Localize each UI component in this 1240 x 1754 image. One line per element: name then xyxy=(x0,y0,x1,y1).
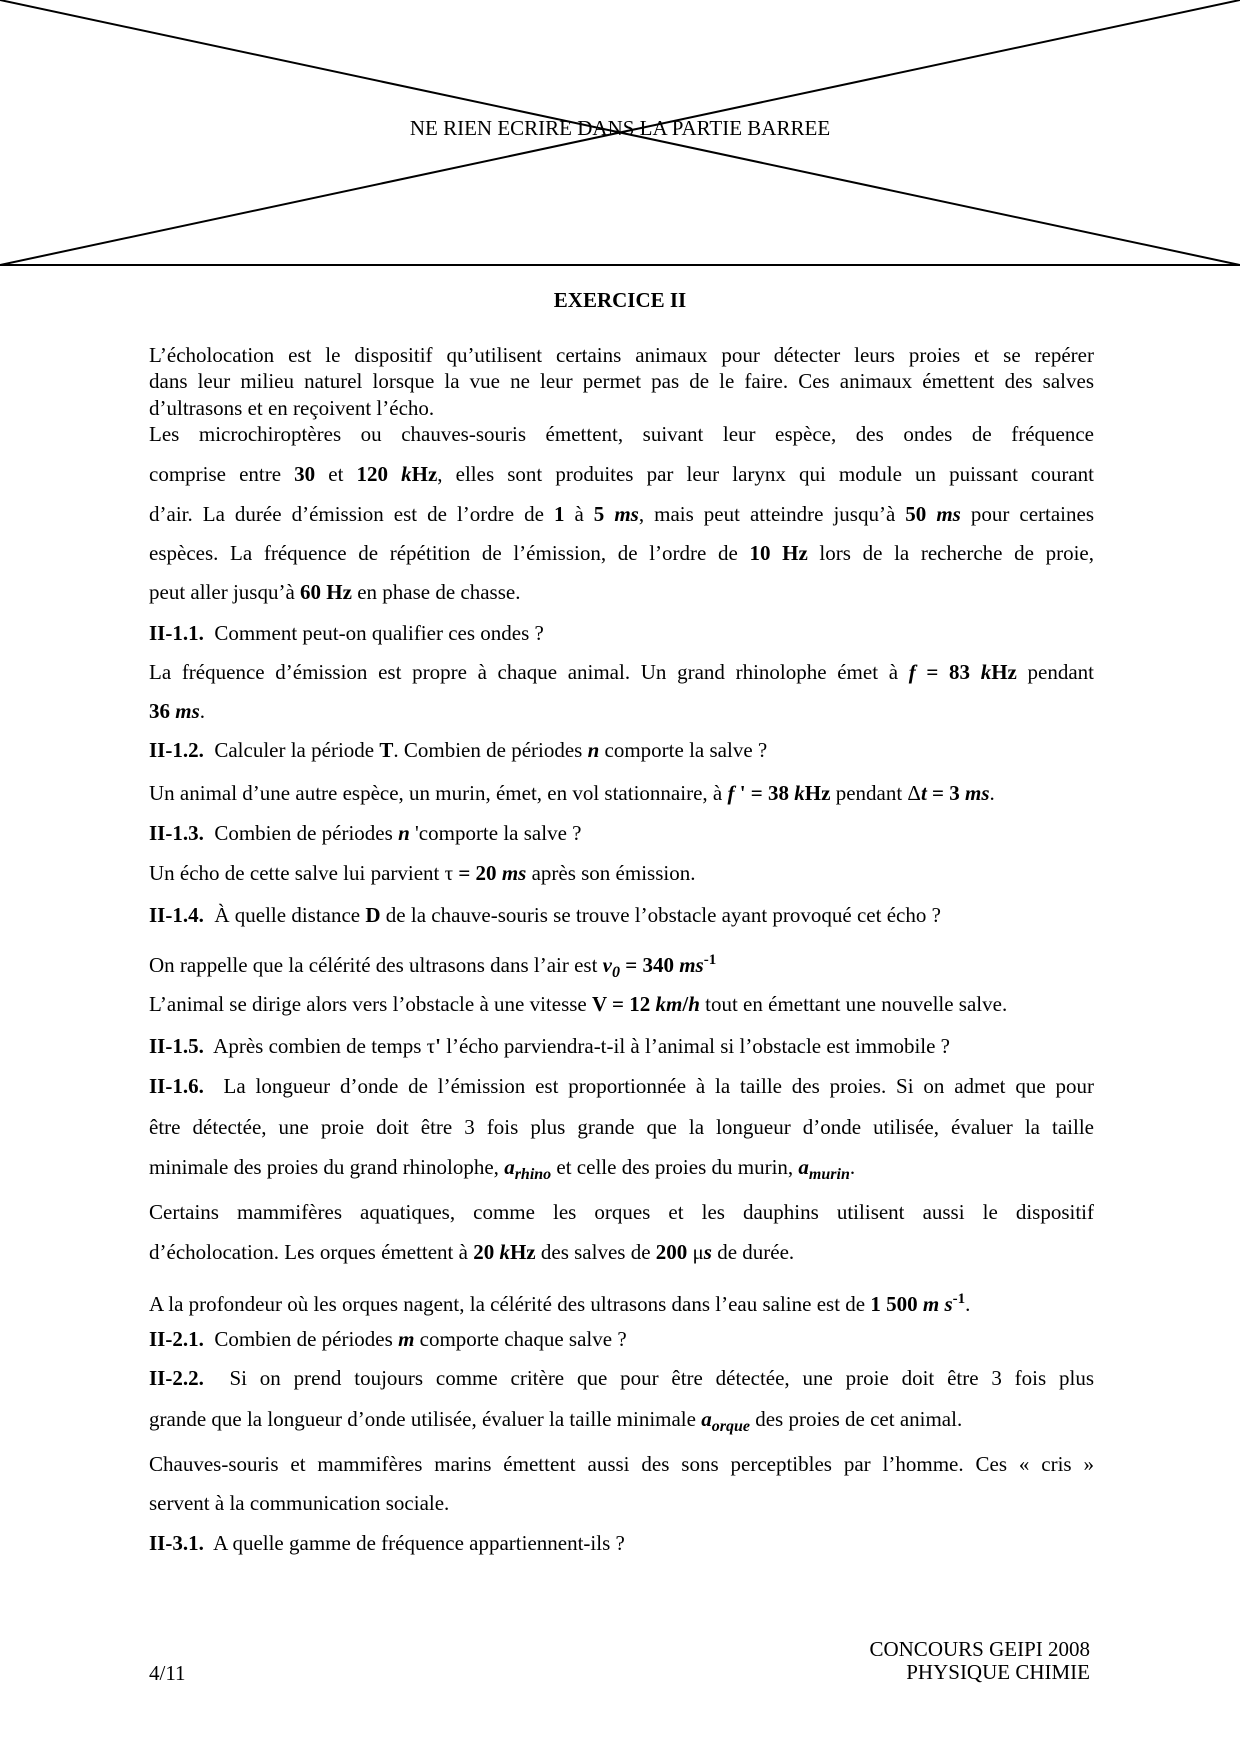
text-segment: ms xyxy=(614,502,639,526)
text-segment: T xyxy=(379,738,394,762)
text-segment: comporte chaque salve ? xyxy=(414,1327,627,1351)
text-segment: Δ xyxy=(907,781,921,805)
text-line xyxy=(149,820,1094,846)
text-line xyxy=(149,991,1094,1017)
text-segment: minimale des proies du grand rhinolophe, xyxy=(149,1155,505,1179)
text-segment: à xyxy=(564,502,594,526)
text-line xyxy=(149,1239,1094,1265)
text-segment: l’écho parviendra-t-il à l’animal si l’obstacle est immobile ? xyxy=(440,1034,951,1058)
text-segment: h xyxy=(688,992,700,1016)
text-segment: m xyxy=(398,1327,415,1351)
text-segment: des proies de cet animal. xyxy=(749,1407,963,1431)
text-segment: ms xyxy=(965,781,990,805)
text-segment: rhino xyxy=(514,1166,552,1183)
text-line xyxy=(149,1154,1094,1188)
text-segment: après son émission. xyxy=(526,861,696,885)
contest-name: CONCOURS GEIPI 2008 xyxy=(869,1637,1090,1661)
text-segment: m s xyxy=(922,1292,953,1316)
text-segment: 20 xyxy=(473,1240,500,1264)
text-segment: km xyxy=(655,992,683,1016)
text-segment: . xyxy=(965,1292,971,1316)
text-segment: 1 xyxy=(553,502,565,526)
text-segment: = 340 xyxy=(620,953,680,977)
text-segment: en phase de chasse. xyxy=(351,580,521,604)
text-segment: 120 xyxy=(356,462,402,486)
text-segment: = 83 xyxy=(915,660,981,684)
text-segment: Un écho de cette salve lui parvient xyxy=(149,861,445,885)
text-line xyxy=(149,1199,1094,1225)
text-segment: Un animal d’une autre espèce, un murin, émet, en vol stationnaire, à xyxy=(149,781,728,805)
text-segment: 1 500 xyxy=(870,1292,923,1316)
text-segment: A quelle gamme de fréquence appartiennent-ils ? xyxy=(203,1531,625,1555)
question-number: II-3.1. xyxy=(149,1531,204,1555)
text-segment: . xyxy=(849,1155,856,1179)
text-segment: a xyxy=(798,1155,809,1179)
text-segment: ms xyxy=(936,502,961,526)
text-segment: dans leur milieu naturel lorsque la vue ne leur permet pas de le faire. Ces animaux émettent des salves xyxy=(149,369,1094,393)
text-segment: = 3 xyxy=(926,781,965,805)
text-segment: t xyxy=(920,781,927,805)
text-segment: Combien de périodes xyxy=(203,1327,399,1351)
text-line xyxy=(149,1286,1094,1317)
text-segment: V = 12 xyxy=(592,992,656,1016)
text-line xyxy=(149,342,1094,368)
text-segment: grande que la longueur d’onde utilisée, évaluer la taille minimale xyxy=(149,1407,702,1431)
text-line xyxy=(149,659,1094,685)
text-segment: 60 Hz xyxy=(300,580,352,604)
text-segment: Les microchiroptères ou chauves-souris émettent, suivant leur espèce, des ondes de fréquence xyxy=(149,422,1094,446)
text-line xyxy=(149,1530,1094,1556)
text-segment: 10 Hz xyxy=(749,541,808,565)
text-segment: a xyxy=(701,1407,712,1431)
text-segment: d’écholocation. Les orques émettent à xyxy=(149,1240,474,1264)
text-line xyxy=(149,1490,1094,1516)
text-segment: τ xyxy=(444,861,454,885)
text-line xyxy=(149,501,1094,527)
text-line xyxy=(149,1033,1094,1059)
text-segment: ms xyxy=(501,861,527,885)
exercise-title: EXERCICE II xyxy=(553,288,687,312)
text-segment: , mais peut atteindre jusqu’à xyxy=(638,502,906,526)
text-segment: On rappelle que la célérité des ultrasons dans l’air est xyxy=(149,953,603,977)
text-segment: Hz xyxy=(804,781,831,805)
text-segment: de la chauve-souris se trouve l’obstacle ayant provoqué cet écho ? xyxy=(380,903,941,927)
text-segment: tout en émettant une nouvelle salve. xyxy=(699,992,1008,1016)
text-segment: Hz xyxy=(411,462,438,486)
text-segment: k xyxy=(401,462,412,486)
text-segment: τ xyxy=(426,1034,436,1058)
question-number: II-2.2. xyxy=(149,1366,204,1390)
text-segment: 50 xyxy=(905,502,937,526)
question-number: II-1.3. xyxy=(149,821,204,845)
text-segment: / xyxy=(682,992,689,1016)
text-line xyxy=(149,1114,1094,1140)
text-segment: La longueur d’onde de l’émission est proportionnée à la taille des proies. Si on admet que pour xyxy=(203,1074,1094,1098)
text-segment: a xyxy=(504,1155,515,1179)
text-segment: , elles sont produites par leur larynx qui module un puissant courant xyxy=(437,462,1095,486)
page-number: 4/11 xyxy=(149,1661,186,1685)
text-segment: peut aller jusqu’à xyxy=(149,580,301,604)
text-segment: 30 xyxy=(294,462,316,486)
text-line xyxy=(149,1406,1094,1440)
text-segment: . Combien de périodes xyxy=(393,738,588,762)
text-segment: Calculer la période xyxy=(203,738,380,762)
text-segment: μ xyxy=(692,1240,704,1264)
text-segment: ' xyxy=(435,1034,441,1058)
text-segment: -1 xyxy=(952,1291,966,1307)
text-line xyxy=(149,421,1094,447)
text-segment: et xyxy=(315,462,357,486)
text-segment: et celle des proies du murin, xyxy=(551,1155,799,1179)
text-segment: Combien de périodes xyxy=(203,821,399,845)
header-notice: NE RIEN ECRIRE DANS LA PARTIE BARREE xyxy=(409,116,831,140)
question-number: II-2.1. xyxy=(149,1327,204,1351)
text-segment: . xyxy=(199,699,206,723)
text-segment: Chauves-souris et mammifères marins émettent aussi des sons perceptibles par l’homme. Ces « cris » xyxy=(149,1452,1094,1476)
text-segment: pendant xyxy=(1016,660,1094,684)
text-line xyxy=(149,461,1094,487)
text-segment: Après combien de temps xyxy=(203,1034,427,1058)
text-segment: orque xyxy=(711,1418,750,1435)
text-line xyxy=(149,1365,1094,1391)
text-segment: k xyxy=(499,1240,510,1264)
text-segment: À quelle distance xyxy=(203,903,366,927)
text-segment: Si on prend toujours comme critère que pour être détectée, une proie doit être 3 fois plus xyxy=(203,1366,1094,1390)
text-segment: Certains mammifères aquatiques, comme les orques et les dauphins utilisent aussi le dispositif xyxy=(149,1200,1094,1224)
text-segment: 200 xyxy=(655,1240,693,1264)
text-segment: n xyxy=(398,821,410,845)
question-number: II-1.5. xyxy=(149,1034,204,1058)
text-line xyxy=(149,698,1094,724)
text-segment: = 20 xyxy=(453,861,502,885)
text-line xyxy=(149,860,1094,886)
question-number: II-1.2. xyxy=(149,738,204,762)
text-segment: D xyxy=(365,903,381,927)
text-segment: v xyxy=(602,953,612,977)
text-segment: -1 xyxy=(703,952,717,968)
text-line xyxy=(149,780,1094,806)
text-segment: de durée. xyxy=(711,1240,795,1264)
text-segment: des salves de xyxy=(535,1240,656,1264)
text-segment: k xyxy=(794,781,805,805)
text-segment: La fréquence d’émission est propre à chaque animal. Un grand rhinolophe émet à xyxy=(149,660,909,684)
question-number: II-1.6. xyxy=(149,1074,204,1098)
text-segment: pour certaines xyxy=(960,502,1094,526)
text-line xyxy=(149,902,1094,928)
text-segment: pendant xyxy=(830,781,908,805)
question-number: II-1.4. xyxy=(149,903,204,927)
text-segment: ' = 38 xyxy=(734,781,795,805)
text-segment: être détectée, une proie doit être 3 fois plus grande que la longueur d’onde utilisée, évaluer la taille xyxy=(149,1115,1094,1139)
text-segment: f xyxy=(727,781,735,805)
text-line xyxy=(149,368,1094,394)
text-line xyxy=(149,1073,1094,1099)
text-line xyxy=(149,620,1094,646)
text-segment: Hz xyxy=(509,1240,536,1264)
text-segment: s xyxy=(703,1240,712,1264)
text-segment: comporte la salve ? xyxy=(599,738,768,762)
text-segment: ms xyxy=(679,953,704,977)
footer-info xyxy=(869,1638,1090,1684)
text-segment: . xyxy=(989,781,995,805)
text-line xyxy=(149,947,1094,986)
text-segment: lors de la recherche de proie, xyxy=(807,541,1094,565)
question-number: II-1.1. xyxy=(149,621,204,645)
text-segment: espèces. La fréquence de répétition de l’émission, de l’ordre de xyxy=(149,541,750,565)
text-line xyxy=(149,395,1094,421)
text-segment: comprise entre xyxy=(149,462,295,486)
text-segment: A la profondeur où les orques nagent, la célérité des ultrasons dans l’eau saline est de xyxy=(149,1292,871,1316)
text-segment: L’animal se dirige alors vers l’obstacle à une vitesse xyxy=(149,992,592,1016)
text-segment: 36 xyxy=(149,699,176,723)
text-segment: 0 xyxy=(612,964,620,981)
text-segment: L’écholocation est le dispositif qu’utilisent certains animaux pour détecter leurs proies et se repérer xyxy=(149,343,1094,367)
text-line xyxy=(149,1451,1094,1477)
text-segment: f xyxy=(908,660,916,684)
text-segment: d’air. La durée d’émission est de l’ordre de xyxy=(149,502,554,526)
text-segment: 'comporte la salve ? xyxy=(409,821,582,845)
text-segment: Comment peut-on qualifier ces ondes ? xyxy=(203,621,544,645)
text-segment: ms xyxy=(175,699,200,723)
text-segment: Hz xyxy=(991,660,1017,684)
text-segment: d’ultrasons et en reçoivent l’écho. xyxy=(149,396,435,420)
text-segment: servent à la communication sociale. xyxy=(149,1491,450,1515)
text-line xyxy=(149,540,1094,566)
text-segment: 5 xyxy=(593,502,615,526)
text-line xyxy=(149,737,1094,763)
text-segment: k xyxy=(980,660,992,684)
text-segment: n xyxy=(587,738,600,762)
text-segment: murin xyxy=(808,1166,850,1183)
text-line xyxy=(149,1326,1094,1352)
text-line xyxy=(149,579,1094,605)
subject-name: PHYSIQUE CHIMIE xyxy=(906,1660,1090,1684)
